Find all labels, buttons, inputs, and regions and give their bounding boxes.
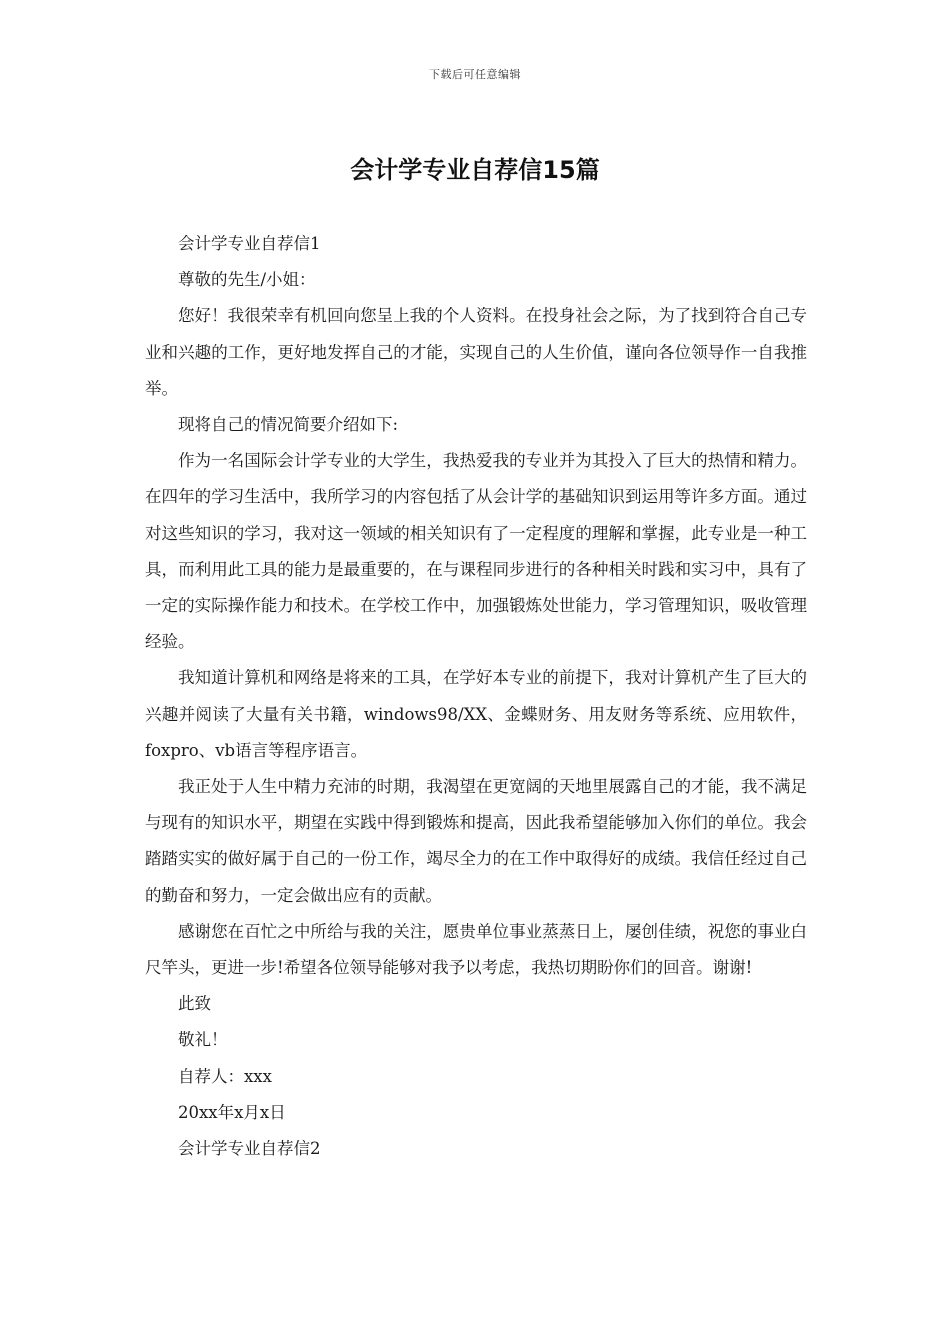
paragraph-lead: 现将自己的情况简要介绍如下:	[178, 415, 399, 435]
paragraph-study: 作为一名国际会计学专业的大学生，我热爱我的专业并为其投入了巨大的热情和精力。在四年的学习生活中，我所学习的内容包括了从会计学的基础知识到运用等许多方面。通过对这些知识的学习，我对这一领域的相关知识有了一定程度的理解和掌握，此专业是一种工具，而利用此工具的能力是最重要的，在与课程同步进行的各种相关时践和实习中，具有了一定的实际操作能力和技术。在学校工作中，加强锻炼处世能力，学习管理知识，吸收管理经验。	[145, 451, 807, 652]
paragraph-computer: 我知道计算机和网络是将来的工具，在学好本专业的前提下，我对计算机产生了巨大的兴趣并阅读了大量有关书籍，windows98/XX、金蝶财务、用友财务等系统、应用软件，foxpro、vb语言等程序语言。	[145, 668, 807, 760]
closing-salute: 敬礼！	[178, 1030, 228, 1050]
paragraph-thanks: 感谢您在百忙之中所给与我的关注，愿贵单位事业蒸蒸日上，屡创佳绩，祝您的事业白尺竿头，更进一步!希望各位领导能够对我予以考虑，我热切期盼你们的回音。谢谢!	[145, 921, 807, 978]
document-title: 会计学专业自荐信15篇	[350, 156, 600, 184]
salutation: 尊敬的先生/小姐：	[178, 270, 316, 290]
header-note: 下载后可任意编辑	[429, 68, 521, 81]
next-section-heading: 会计学专业自荐信2	[178, 1139, 321, 1159]
paragraph-aspiration: 我正处于人生中精力充沛的时期，我渴望在更宽阔的天地里展露自己的才能，我不满足与现有的知识水平，期望在实践中得到锻炼和提高，因此我希望能够加入你们的单位。我会踏踏实实的做好属于自己的一份工作，竭尽全力的在工作中取得好的成绩。我信任经过自己的勤奋和努力，一定会做出应有的贡献。	[145, 777, 807, 905]
signature: 自荐人：xxx	[178, 1066, 272, 1086]
closing-line: 此致	[178, 994, 211, 1014]
paragraph-intro: 您好！我很荣幸有机回向您呈上我的个人资料。在投身社会之际，为了找到符合自己专业和兴趣的工作，更好地发挥自己的才能，实现自己的人生价值，谨向各位领导作一自我推举。	[145, 306, 807, 398]
date-line: 20xx年x月x日	[178, 1102, 286, 1122]
section-heading: 会计学专业自荐信1	[178, 234, 321, 253]
letter-body	[145, 226, 807, 1167]
